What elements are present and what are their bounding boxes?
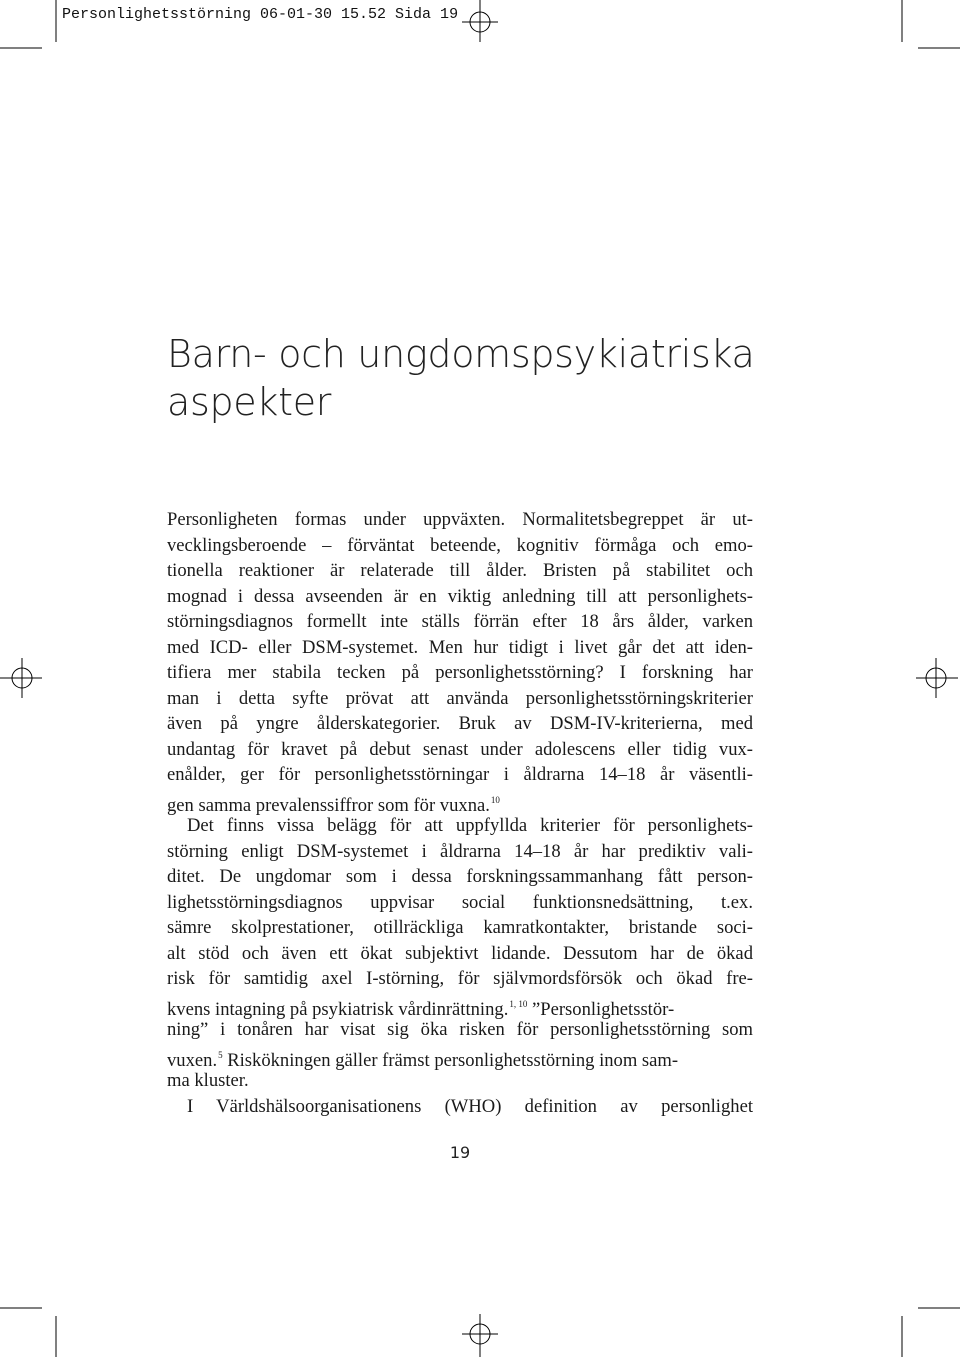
page-number: 19 [449, 1143, 471, 1162]
body-line-text: vuxen. [167, 1049, 218, 1071]
body-line: Det finns vissa belägg för att uppfyllda kriterier för personlighets- [187, 815, 753, 836]
reference-superscript: 5 [218, 1049, 223, 1060]
body-line: enålder, ger för personlighetsstörningar i åldrarna 14–18 år väsentli- [167, 764, 753, 785]
body-line: störningsdiagnos formellt inte ställs förrän efter 18 års ålder, varken [167, 611, 753, 632]
body-line-text: ”Personlighetsstör- [527, 998, 675, 1020]
body-line: man i detta syfte prövat att använda personlighetsstörningskriterier [167, 687, 753, 709]
body-line: sämre skolprestationer, otillräckliga kamratkontakter, bristande soci- [167, 917, 753, 938]
body-line: alt stöd och även ett ökat subjektivt lidande. Dessutom har de ökad [167, 942, 753, 964]
body-line: lighetsstörningsdiagnos uppvisar social funktionsnedsättning, t.ex. [167, 891, 753, 913]
body-line: ning” i tonåren har visat sig öka risken för personlighetsstörning som [167, 1019, 753, 1040]
body-line: tionella reaktioner är relaterade till ålder. Bristen på stabilitet och [167, 560, 753, 581]
body-line [167, 1043, 753, 1069]
chapter-title-line-2: aspekter [167, 380, 332, 424]
body-line: ma kluster. [167, 1070, 249, 1091]
chapter-title [167, 330, 807, 426]
body-line: även på yngre ålderskategorier. Bruk av DSM-IV-kriterierna, med [167, 713, 753, 734]
body-text [167, 507, 753, 1119]
body-line: störning enligt DSM-systemet i åldrarna 14–18 år har prediktiv vali- [167, 840, 753, 862]
body-line [167, 992, 753, 1018]
body-line: med ICD- eller DSM-systemet. Men hur tidigt i livet går det att iden- [167, 636, 753, 658]
body-line: I Världshälsoorganisationens (WHO) definition av personlighet [187, 1095, 753, 1117]
body-line [167, 788, 753, 814]
body-line: Personligheten formas under uppväxten. Normalitetsbegreppet är ut- [167, 509, 753, 530]
body-line-text: gen samma prevalenssiffror som för vuxna. [167, 794, 490, 816]
reference-superscript: 10 [490, 794, 500, 805]
body-line-text: kvens intagning på psykiatrisk vårdinrättning. [167, 998, 509, 1020]
chapter-title-line-1: Barn- och ungdomspsykiatriska [167, 332, 755, 376]
reference-superscript: 1, 10 [509, 998, 528, 1009]
body-line: mognad i dessa avseenden är en viktig anledning till att personlighets- [167, 585, 753, 607]
body-line: vecklingsberoende – förväntat beteende, kognitiv förmåga och emo- [167, 534, 753, 556]
body-line: undantag för kravet på debut senast under adolescens eller tidig vux- [167, 738, 753, 760]
body-line: ditet. De ungdomar som i dessa forskningssammanhang fått person- [167, 866, 753, 887]
body-line: tifiera mer stabila tecken på personlighetsstörning? I forskning har [167, 662, 753, 683]
body-line-text: Riskökningen gäller främst personlighetsstörning inom sam- [222, 1049, 679, 1071]
running-header-slug: Personlighetsstörning 06-01-30 15.52 Sida 19 [62, 6, 459, 23]
body-line: risk för samtidig axel I-störning, för självmordsförsök och ökad fre- [167, 968, 753, 989]
